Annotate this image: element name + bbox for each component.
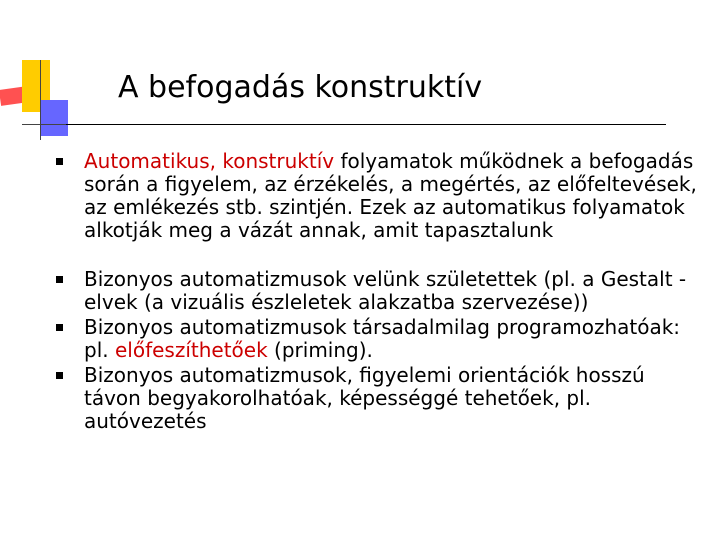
slide-title: A befogadás konstruktív (118, 70, 483, 105)
bullet-item (56, 150, 706, 266)
bullet-text-red: előfeszíthetőek (114, 338, 268, 362)
title-underline (66, 124, 666, 125)
bullet-item (56, 268, 706, 314)
bullet-text: Bizonyos automatizmusok, figyelemi orientációk hosszú távon begyakorolhatóak, képességgé tehetőek, pl. autóvezetés (84, 363, 645, 433)
bullet-item (56, 316, 706, 362)
bullet-marker-icon (56, 158, 63, 165)
decorative-vertical-line (40, 60, 41, 140)
bullet-text: Bizonyos automatizmusok társadalmilag programozhatóak: pl. (84, 315, 681, 362)
bullet-list (56, 150, 706, 434)
decorative-horizontal-line (22, 124, 66, 125)
bullet-text: folyamatok működnek a befogadás során a figyelem, az érzékelés, a megértés, az előfeltevések, az emlékezés stb. szintjén. Ezek az automatikus folyamatok alkotják meg a vázát annak, amit tapasztalunk (84, 149, 697, 242)
bullet-marker-icon (56, 276, 63, 283)
bullet-text-red: Automatikus, konstruktív (84, 149, 335, 173)
decorative-blue-square (40, 100, 68, 136)
bullet-item (56, 364, 706, 434)
bullet-text: (priming). (267, 338, 373, 362)
bullet-marker-icon (56, 324, 63, 331)
bullet-text: Bizonyos automatizmusok velünk születettek (pl. a Gestalt -elvek (a vizuális észleletek alakzatba szervezése)) (84, 267, 687, 314)
bullet-marker-icon (56, 372, 63, 379)
